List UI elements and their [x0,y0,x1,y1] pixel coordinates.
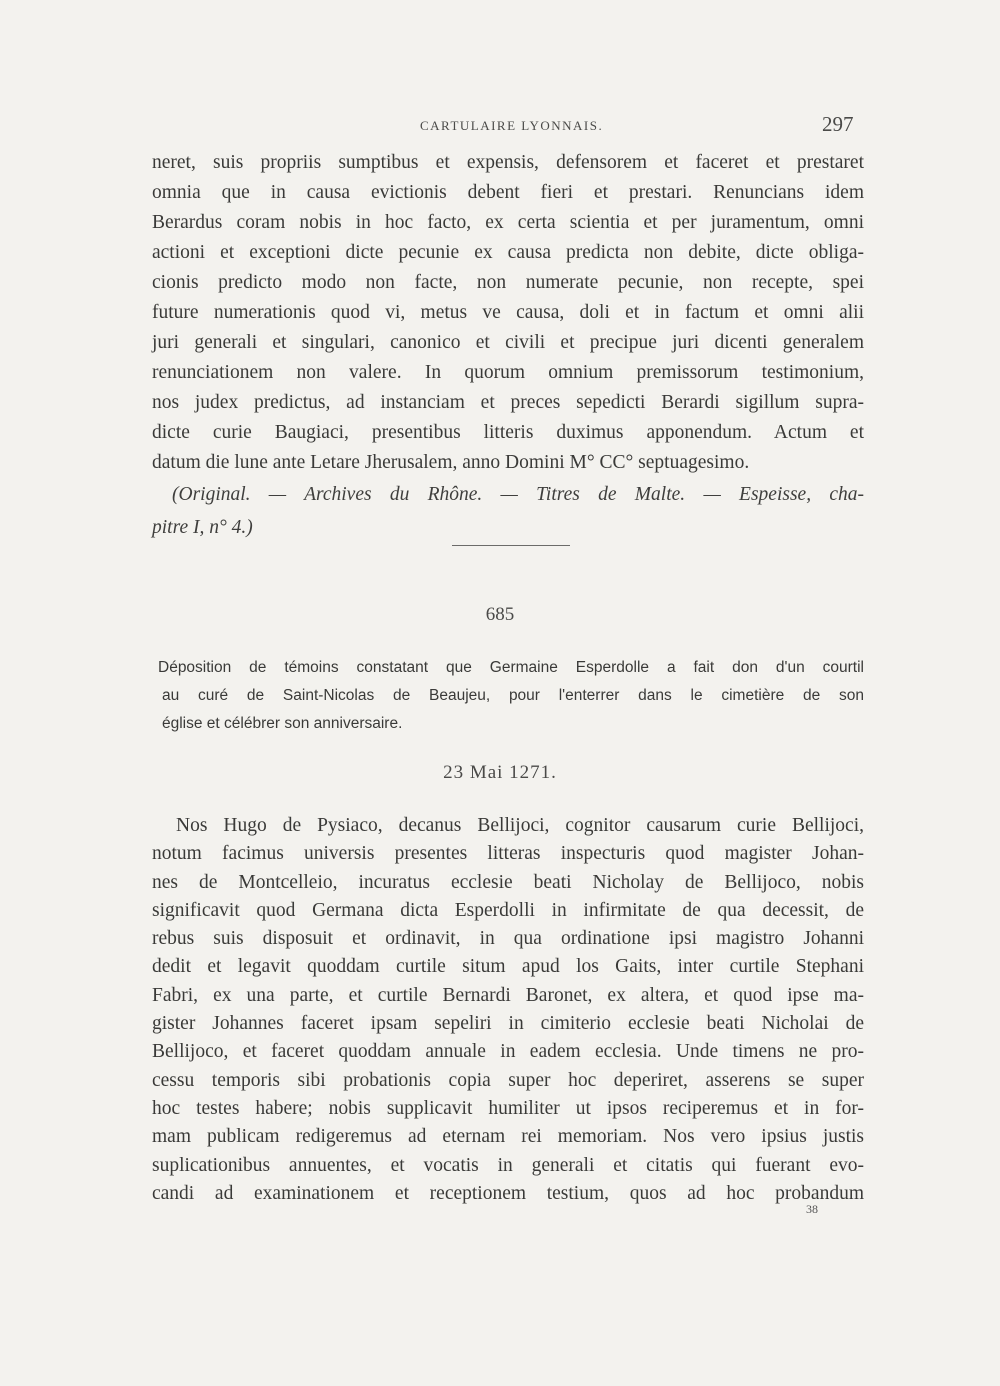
source-note [152,478,864,544]
text-line: cionis predicto modo non facte, non numerate pecunie, non recepte, spei [152,272,864,293]
text-line: Berardus coram nobis in hoc facto, ex certa scientia et per juramentum, omni [152,212,864,233]
text-line: datum die lune ante Letare Jherusalem, anno Domini M° CC° septuagesimo. [152,452,750,473]
text-line: dicte curie Baugiaci, presentibus litteris duximus apponendum. Actum et [152,422,864,443]
source-line: (Original. — Archives du Rhône. — Titres de Malte. — Espeisse, cha- [172,484,864,505]
text-line: suplicationibus annuentes, et vocatis in generali et citatis qui fuerant evo- [152,1154,864,1176]
text-line: Fabri, ex una parte, et curtile Bernardi Baronet, ex altera, et quod ipse ma- [152,984,864,1006]
text-line: actioni et exceptioni dicte pecunie ex causa predicta non debite, dicte obliga- [152,242,864,263]
text-line: omnia que in causa evictionis debent fieri et prestari. Renuncians idem [152,182,864,203]
text-line: Nos Hugo de Pysiaco, decanus Bellijoci, cognitor causarum curie Bellijoci, [176,815,864,836]
text-line: neret, suis propriis sumptibus et expensis, defensorem et faceret et prestaret [152,152,864,173]
document-date: 23 Mai 1271. [443,762,557,783]
signature-mark: 38 [806,1202,818,1216]
text-line: gister Johannes faceret ipsam sepeliri in cimiterio ecclesie beati Nicholai de [152,1013,864,1035]
text-line: mam publicam redigeremus ad eternam rei memoriam. Nos vero ipsius justis [152,1126,864,1148]
running-title: CARTULAIRE LYONNAIS. [420,118,604,133]
text-line: Bellijoco, et faceret quoddam annuale in eadem ecclesia. Unde timens ne pro- [152,1041,864,1063]
text-line: significavit quod Germana dicta Esperdolli in infirmitate de qua decessit, de [152,899,864,921]
text-line: nos judex predictus, ad instanciam et preces sepedicti Berardi sigillum supra- [152,392,864,413]
heading-line: au curé de Saint-Nicolas de Beaujeu, pour l'enterrer dans le cimetière de son [162,687,864,704]
page-number: 297 [822,112,854,136]
document-heading [158,654,864,738]
source-line: pitre I, n° 4.) [152,517,253,538]
text-line: candi ad examinationem et receptionem testium, quos ad hoc probandum [152,1182,864,1204]
heading-line: église et célébrer son anniversaire. [162,715,403,732]
text-line: notum facimus universis presentes litteras inspecturis quod magister Johan- [152,843,864,865]
section-divider [452,545,570,546]
text-line: renunciationem non valere. In quorum omnium premissorum testimonium, [152,362,864,383]
heading-line: Déposition de témoins constatant que Germaine Esperdolle a fait don d'un courtil [158,659,864,676]
text-line: future numerationis quod vi, metus ve causa, doli et in factum et omni alii [152,302,864,323]
document-body [152,812,864,1208]
text-line: rebus suis disposuit et ordinavit, in qua ordinatione ipsi magistro Johanni [152,928,864,950]
document-number: 685 [485,604,515,625]
continuation-paragraph [152,148,864,478]
text-line: cessu temporis sibi probationis copia super hoc deperiret, asserens se super [152,1069,864,1091]
text-line: juri generali et singulari, canonico et civili et precipue juri dicenti generalem [152,332,864,353]
text-line: hoc testes habere; nobis supplicavit humiliter ut ipsos reciperemus et in for- [152,1097,864,1119]
text-line: dedit et legavit quoddam curtile situm apud los Gaits, inter curtile Stephani [152,956,864,978]
text-line: nes de Montcelleio, incuratus ecclesie beati Nicholay de Bellijoco, nobis [152,871,864,893]
